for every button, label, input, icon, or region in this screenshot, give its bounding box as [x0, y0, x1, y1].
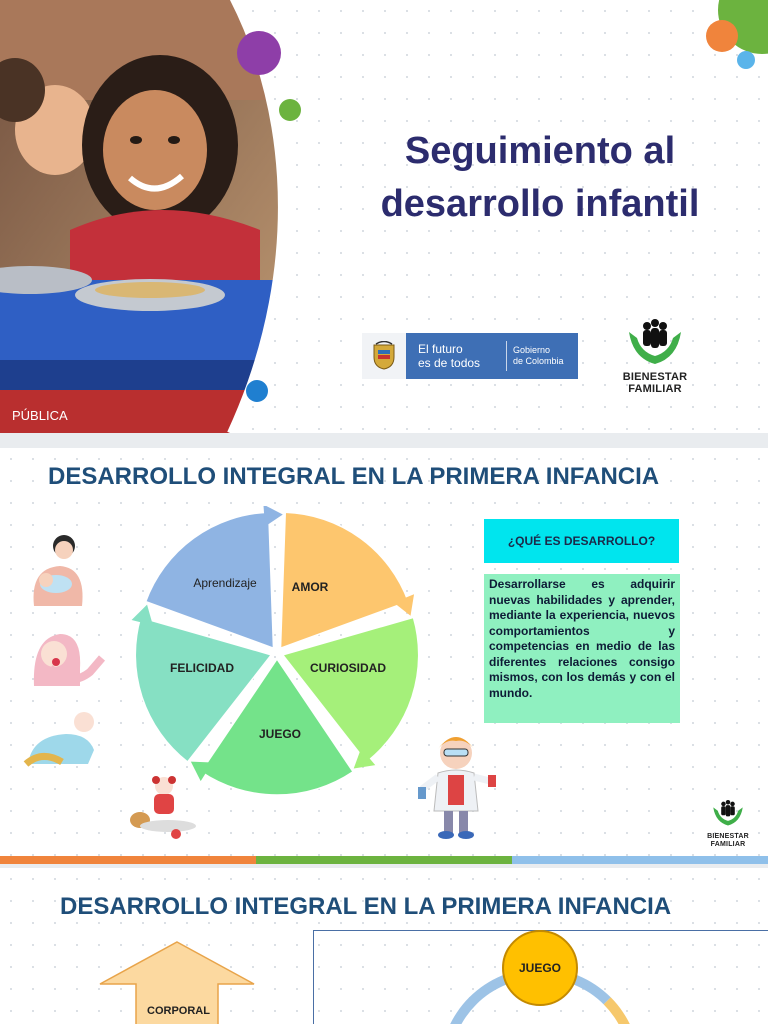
- decor-dot-orange: [706, 20, 738, 52]
- gov-slogan-line-2: es de todos: [418, 356, 481, 370]
- bienestar-familiar-logo-small: [706, 798, 750, 849]
- slide-title: [360, 125, 720, 231]
- bienestar-familiar-logo: [620, 318, 690, 395]
- stripe-green: [256, 856, 512, 864]
- baby-sitting-illustration: [30, 628, 106, 690]
- stripe-blue: [512, 856, 768, 864]
- arrow-label: CORPORAL: [147, 1005, 210, 1017]
- wheel-arrow-tip: [132, 605, 153, 626]
- decor-dot-green: [279, 99, 301, 121]
- title-line-1: Seguimiento al: [404, 130, 676, 172]
- shield-icon: [362, 333, 406, 379]
- scientist-kid-illustration: [416, 731, 498, 841]
- wheel-label-amor: AMOR: [291, 580, 329, 594]
- gov-slogan-line-1: El futuro: [418, 342, 463, 356]
- decor-dot-blue: [246, 380, 268, 402]
- wheel-label-curiosidad: CURIOSIDAD: [309, 661, 387, 675]
- gov-name-line-2: de Colombia: [513, 356, 564, 366]
- bf-logo-text-2: FAMILIAR: [710, 841, 746, 848]
- bf-logo-text-1: BIENESTAR: [622, 371, 688, 383]
- baby-crawling-illustration: [22, 710, 104, 770]
- decor-dot-purple: [237, 31, 281, 75]
- development-wheel-diagram: [130, 506, 440, 796]
- title-line-2: desarrollo infantil: [380, 183, 700, 226]
- wheel-arrow-tip: [263, 506, 282, 526]
- family-hands-icon: [711, 798, 745, 828]
- decor-dot-lightblue: [737, 51, 755, 69]
- wheel-label-juego: JUEGO: [258, 727, 302, 741]
- question-box: ¿QUÉ ES DESARROLLO?: [484, 519, 679, 563]
- bf-logo-text-2: FAMILIAR: [628, 383, 682, 395]
- slide-3[interactable]: [0, 868, 768, 1024]
- slide-1[interactable]: [0, 0, 768, 433]
- wheel-label-felicidad: FELICIDAD: [170, 661, 234, 675]
- slide-title: DESARROLLO INTEGRAL EN LA PRIMERA INFANCIA: [48, 463, 660, 490]
- classification-label: PÚBLICA: [12, 408, 68, 423]
- gov-name: [513, 345, 564, 367]
- slide-title: DESARROLLO INTEGRAL EN LA PRIMERA INFANCIA: [60, 893, 672, 920]
- family-hands-icon: [625, 318, 685, 366]
- mother-baby-illustration: [24, 532, 90, 606]
- stripe-orange: [0, 856, 256, 864]
- bf-logo-text-1: BIENESTAR: [707, 833, 749, 840]
- gov-slogan: [406, 342, 500, 370]
- definition-box: Desarrollarse es adquirir nuevas habilidades y aprender, mediante la experiencia, nuevos comportamientos y competencias en medio de las diferentes relaciones consigo mismos, con los demás y con el mundo.: [484, 574, 680, 723]
- slide-2[interactable]: [0, 448, 768, 864]
- gobierno-logo: [362, 333, 578, 379]
- color-stripe: [0, 856, 768, 864]
- wheel-label-aprendizaje: Aprendizaje: [193, 576, 257, 590]
- gov-divider: [506, 341, 507, 371]
- juego-circle: JUEGO: [502, 930, 578, 1006]
- gov-name-line-1: Gobierno: [513, 345, 551, 355]
